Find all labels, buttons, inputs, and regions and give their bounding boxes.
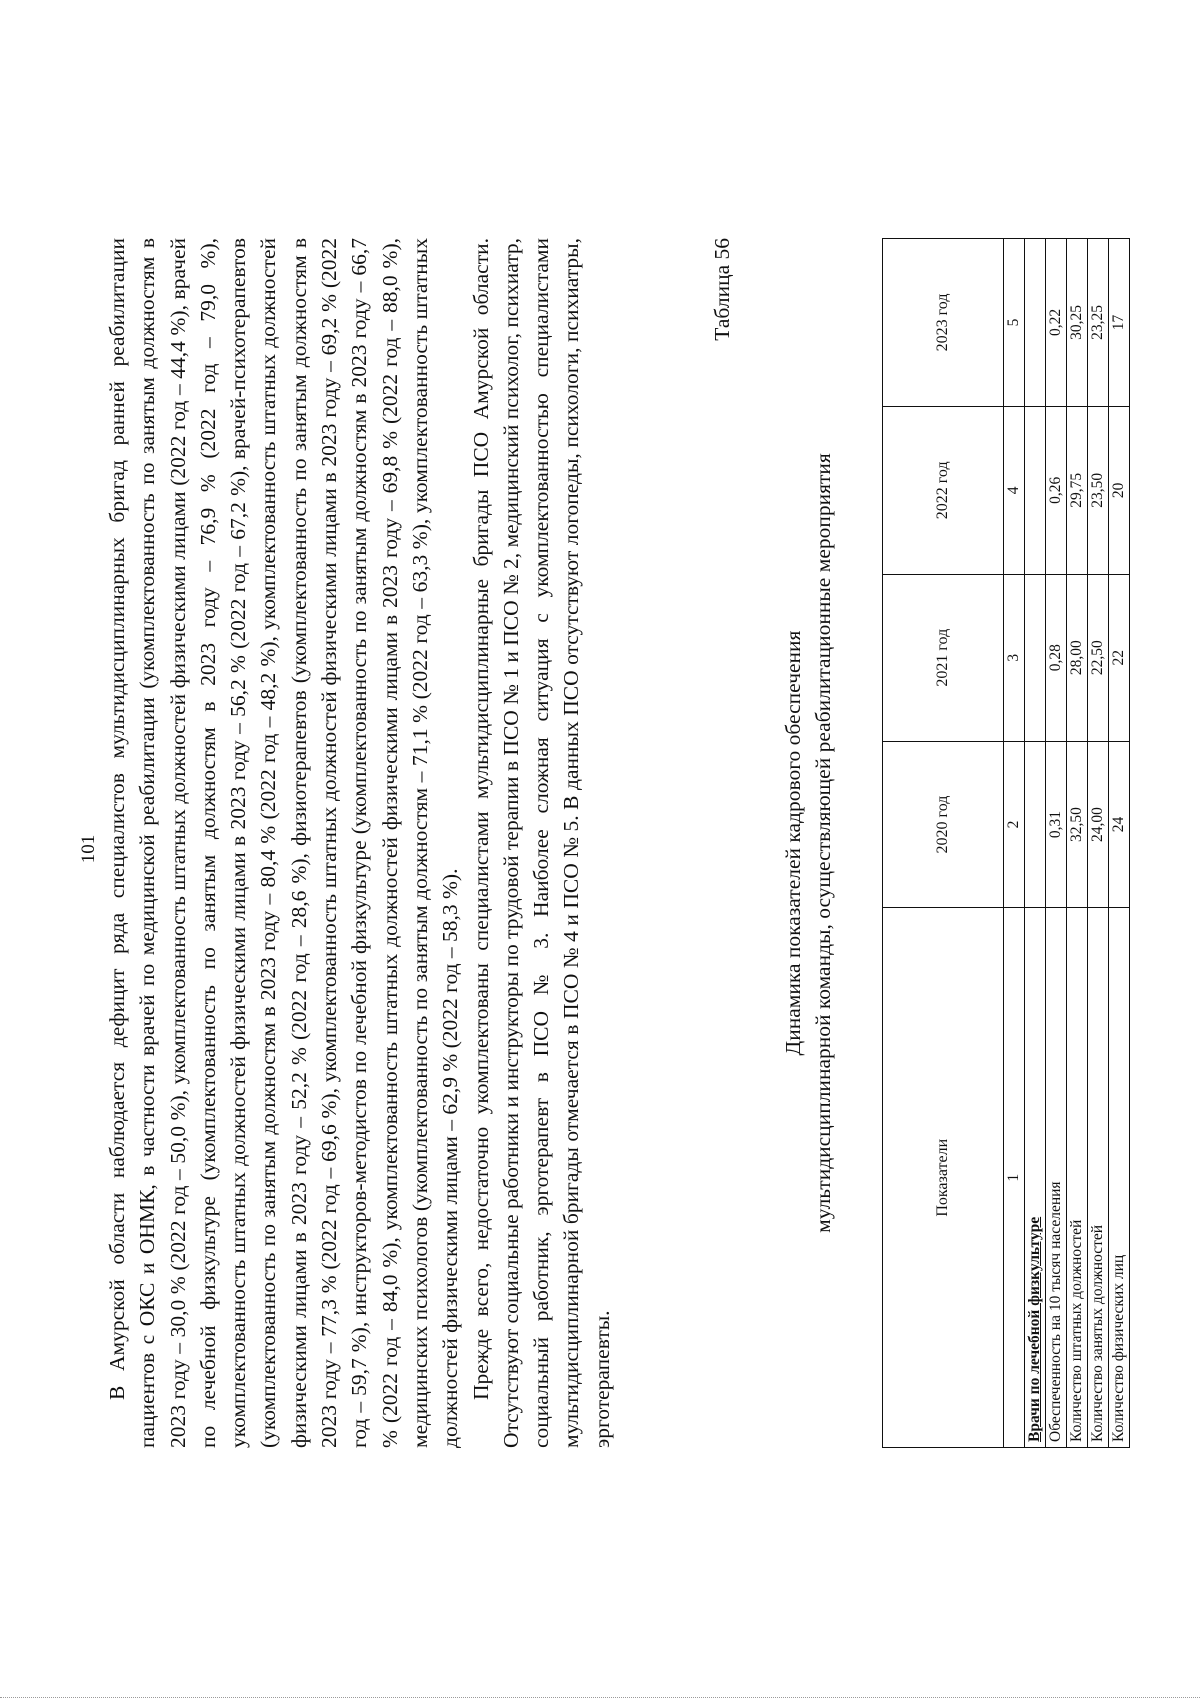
cell-value: 0,22 <box>1046 239 1067 407</box>
body-text <box>102 238 617 1448</box>
cell-value: 30,25 <box>1067 239 1088 407</box>
column-number: 1 <box>1004 908 1025 1448</box>
header-cell: Показатели <box>883 908 1004 1448</box>
empty-cell <box>1025 406 1046 574</box>
cell-value: 28,00 <box>1067 574 1088 741</box>
table-number: Таблица 56 <box>710 238 734 341</box>
section-row <box>1025 239 1046 1448</box>
empty-cell <box>1025 741 1046 908</box>
row-label: Количество штатных должностей <box>1067 908 1088 1448</box>
row-label: Обеспеченность на 10 тысяч населения <box>1046 908 1067 1448</box>
table-row <box>1067 239 1088 1448</box>
page-number: 101 <box>78 834 99 864</box>
paragraph: В Амурской области наблюдается дефицит ряда специалистов мультидисциплинарных бригад ранней реабилитации пациентов с ОКС и ОНМК, в частности врачей по медицинской реабилитации (укомплектованность по занятым должностям в 2023 году – 30,0 % (2022 год – 50,0 %), укомплектованность штатных должностей физическими лицами (2022 год – 44,4 %), врачей по лечебной физкультуре (укомплектованность по занятым должностям в 2023 году – 76,9 % (2022 год – 79,0 %), укомплектованность штатных должностей физическими лицами в 2023 году – 56,2 % (2022 год – 67,2 %), врачей-психотерапевтов (укомплектованность по занятым должностям в 2023 году – 80,4 % (2022 год – 48,2 %), укомплектованность штатных должностей физическими лицами в 2023 году – 52,2 % (2022 год – 28,6 %), физиотерапевтов (укомплектованность по занятым должностям в 2023 году – 77,3 % (2022 год – 69,6 %), укомплектованность штатных должностей физическими лицами в 2023 году – 69,2 % (2022 год – 59,7 %), инструкторов-методистов по лечебной физкультуре (укомплектованность по занятым должностям в 2023 году – 66,7 % (2022 год – 84,0 %), укомплектованность штатных должностей физическими лицами в 2023 году – 69,8 % (2022 год – 88,0 %), медицинских психологов (укомплектованность по занятым должностям – 71,1 % (2022 год – 63,3 %), укомплектованность штатных должностей физическими лицами – 62,9 % (2022 год – 58,3 %). <box>105 238 463 1448</box>
table-row <box>1046 239 1067 1448</box>
cell-value: 23,50 <box>1088 406 1109 574</box>
table-row <box>1088 239 1109 1448</box>
table-row <box>1109 239 1130 1448</box>
table-header-row <box>883 239 1004 1448</box>
caption-line: мультидисциплинарной команды, осуществляющей реабилитационные мероприятия <box>811 453 835 1233</box>
caption-line: Динамика показателей кадрового обеспечения <box>781 630 805 1056</box>
column-number: 5 <box>1004 239 1025 407</box>
section-label: Врачи по лечебной физкультуре <box>1025 908 1046 1448</box>
cell-value: 29,75 <box>1067 406 1088 574</box>
cell-value: 20 <box>1109 406 1130 574</box>
table-caption <box>778 238 838 1448</box>
staffing-table <box>882 238 1130 1448</box>
row-label: Количество занятых должностей <box>1088 908 1109 1448</box>
empty-cell <box>1025 574 1046 741</box>
cell-value: 0,28 <box>1046 574 1067 741</box>
cell-value: 32,50 <box>1067 741 1088 908</box>
column-number-row <box>1004 239 1025 1448</box>
header-cell: 2023 год <box>883 239 1004 407</box>
column-number: 4 <box>1004 406 1025 574</box>
cell-value: 24 <box>1109 741 1130 908</box>
column-number: 2 <box>1004 741 1025 908</box>
cell-value: 24,00 <box>1088 741 1109 908</box>
empty-cell <box>1025 239 1046 407</box>
header-cell: 2022 год <box>883 406 1004 574</box>
cell-value: 23,25 <box>1088 239 1109 407</box>
cell-value: 0,26 <box>1046 406 1067 574</box>
cell-value: 22,50 <box>1088 574 1109 741</box>
header-cell: 2021 год <box>883 574 1004 741</box>
header-cell: 2020 год <box>883 741 1004 908</box>
row-label: Количество физических лиц <box>1109 908 1130 1448</box>
cell-value: 0,31 <box>1046 741 1067 908</box>
cell-value: 22 <box>1109 574 1130 741</box>
cell-value: 17 <box>1109 239 1130 407</box>
paragraph: Прежде всего, недостаточно укомплектованы специалистами мультидисциплинарные бригады ПСО Амурской области. Отсутствуют социальные работники и инструкторы по трудовой терапии в ПСО № 1 и ПСО № 2, медицинский психолог, психиатр, социальный работник, эрготерапевт в ПСО № 3. Наиболее сложная ситуация с укомплектованностью специалистами мультидисциплинарной бригады отмечается в ПСО № 4 и ПСО № 5. В данных ПСО отсутствуют логопеды, психологи, психиатры, эрготерапевты. <box>468 238 614 1448</box>
column-number: 3 <box>1004 574 1025 741</box>
